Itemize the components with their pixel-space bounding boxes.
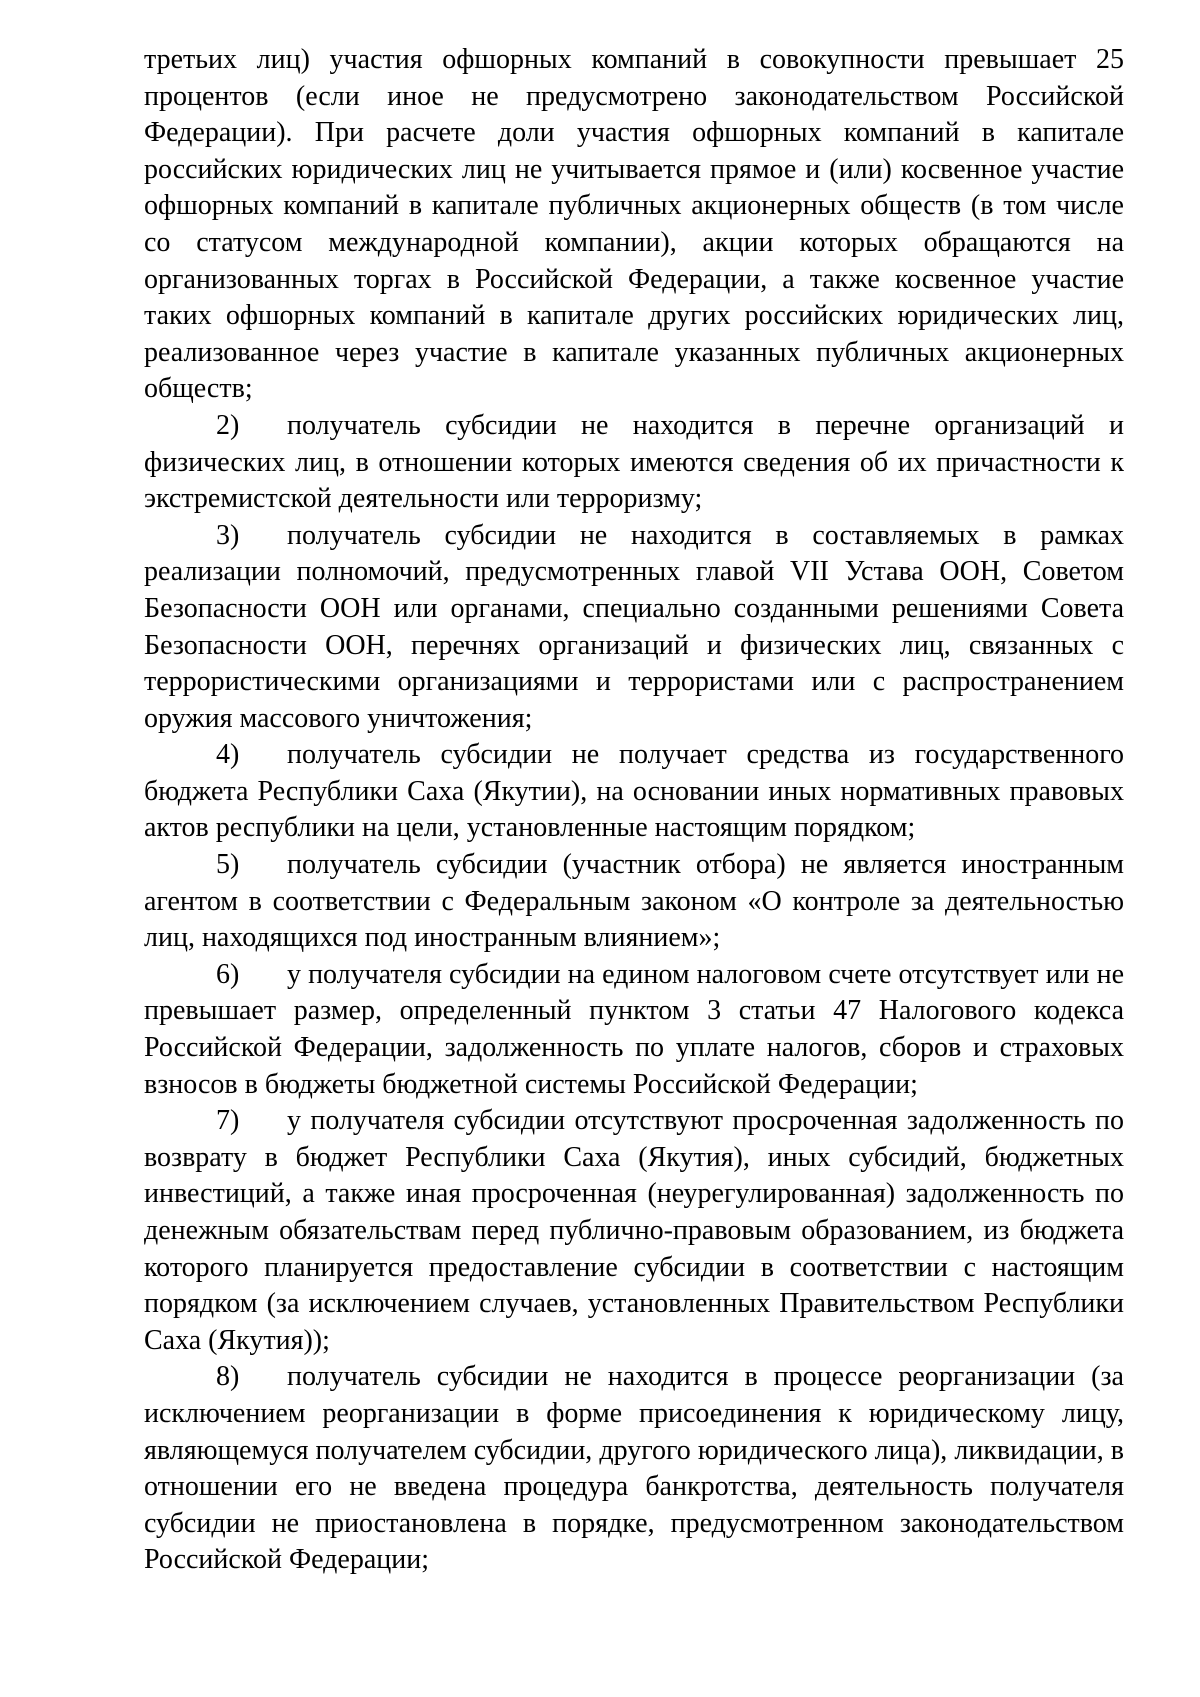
list-item-8 bbox=[144, 1359, 1124, 1579]
list-item-2 bbox=[144, 408, 1124, 518]
item-text: у получателя субсидии на едином налоговом счете отсутствует или не превышает размер, определенный пунктом 3 статьи 47 Налогового кодекса Российской Федерации, задолженность по уплате налогов, сборов и страховых взносов в бюджеты бюджетной системы Российской Федерации; bbox=[144, 958, 1124, 1100]
item-number: 2) bbox=[216, 409, 240, 441]
list-item-6 bbox=[144, 957, 1124, 1103]
item-number: 6) bbox=[216, 958, 240, 990]
document-page bbox=[144, 42, 1124, 1579]
intro-paragraph: третьих лиц) участия офшорных компаний в совокупности превышает 25 процентов (если иное не предусмотрено законодательством Российской Федерации). При расчете доли участия офшорных компаний в капитале российских юридических лиц не учитывается прямое и (или) косвенное участие офшорных компаний в капитале публичных акционерных обществ (в том числе со статусом международной компании), акции которых обращаются на организованных торгах в Российской Федерации, а также косвенное участие таких офшорных компаний в капитале других российских юридических лиц, реализованное через участие в капитале указанных публичных акционерных обществ; bbox=[144, 44, 1124, 405]
list-item-7 bbox=[144, 1103, 1124, 1359]
item-text: получатель субсидии не находится в перечне организаций и физических лиц, в отношении которых имеются сведения об их причастности к экстремистской деятельности или терроризму; bbox=[144, 409, 1124, 515]
item-text: получатель субсидии не получает средства из государственного бюджета Республики Саха (Якутии), на основании иных нормативных правовых актов республики на цели, установленные настоящим порядком; bbox=[144, 739, 1124, 844]
item-number: 4) bbox=[216, 739, 240, 771]
item-text: получатель субсидии не находится в процессе реорганизации (за исключением реорганизации в форме присоединения к юридическому лицу, являющемуся получателем субсидии, другого юридического лица), ликвидации, в отношении его не введена процедура банкротства, деятельность получателя субсидии не приостановлена в порядке, предусмотренном законодательством Российской Федерации; bbox=[144, 1361, 1124, 1576]
list-item-4 bbox=[144, 737, 1124, 847]
item-number: 3) bbox=[216, 519, 240, 551]
item-text: у получателя субсидии отсутствуют просроченная задолженность по возврату в бюджет Республики Саха (Якутия), иных субсидий, бюджетных инвестиций, а также иная просроченная (неурегулированная) задолженность по денежным обязательствам перед публично-правовым образованием, из бюджета которого планируется предоставление субсидии в соответствии с настоящим порядком (за исключением случаев, установленных Правительством Республики Саха (Якутия)); bbox=[144, 1105, 1124, 1356]
item-number: 5) bbox=[216, 849, 240, 881]
item-number: 8) bbox=[216, 1361, 240, 1393]
item-text: получатель субсидии не находится в составляемых в рамках реализации полномочий, предусмотренных главой VII Устава ООН, Советом Безопасности ООН или органами, специально созданными решениями Совета Безопасности ООН, перечнях организаций и физических лиц, связанных с террористическими организациями и террористами или с распространением оружия массового уничтожения; bbox=[144, 519, 1124, 734]
item-number: 7) bbox=[216, 1105, 240, 1137]
item-text: получатель субсидии (участник отбора) не является иностранным агентом в соответствии с Федеральным законом «О контроле за деятельностью лиц, находящихся под иностранным влиянием»; bbox=[144, 849, 1124, 954]
list-item-3 bbox=[144, 518, 1124, 738]
list-item-5 bbox=[144, 847, 1124, 957]
